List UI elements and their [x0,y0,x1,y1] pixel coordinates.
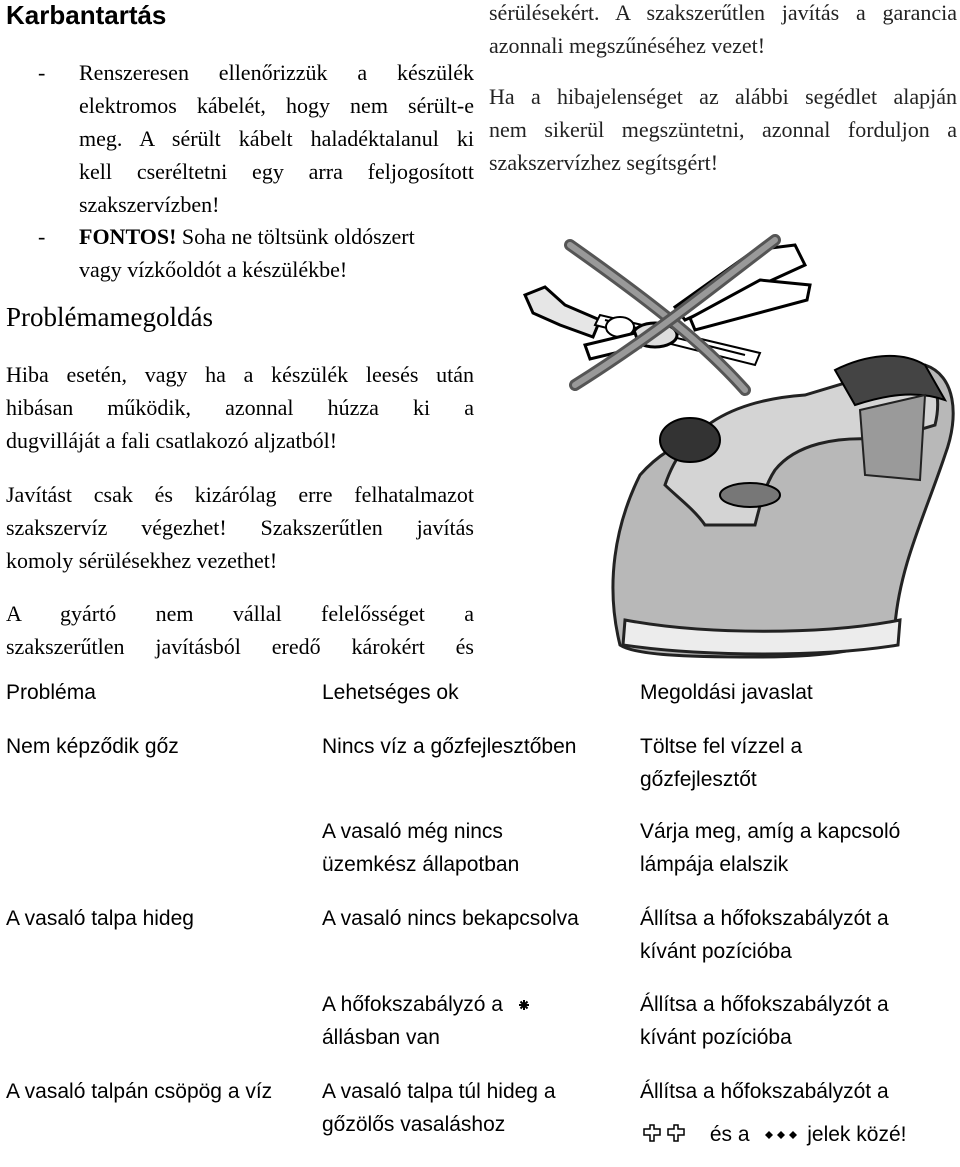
paragraph-line: A gyártó nem vállal felelősséget a [6,601,474,626]
table-row-problem: A vasaló talpán csöpög a víz [6,1080,273,1103]
cause-line: üzemkész állapotban [322,853,520,876]
troubleshooting-title: Problémamegoldás [6,302,213,332]
bullet-dash: - [38,224,46,249]
solution-line: Állítsa a hőfokszabályzót a [640,993,889,1016]
cause-line: A hőfokszabályzó a [322,993,503,1016]
bullet-dash: - [38,60,46,85]
solution-line: gőzfejlesztőt [640,768,757,791]
paragraph-line: szakszervíz végezhet! Szakszerűtlen javítás [6,515,474,540]
right-service-text [489,80,957,179]
bullet-line: szakszervízben! [79,192,220,217]
paragraph-line: dugvilláját a fali csatlakozó aljzatból! [6,428,338,453]
solution-line: Töltse fel vízzel a [640,735,803,758]
paragraph-line: hibásan működik, azonnal húzza ki a [6,395,474,420]
solution-line: Állítsa a hőfokszabályzót a [640,907,889,930]
paragraph-line: azonnali megszűnéséhez vezet! [489,33,766,58]
paragraph-liability [6,597,474,663]
bullet-line: Renszeresen ellenőrizzük a készülék [79,60,474,85]
table-header-solution: Megoldási javaslat [640,681,813,704]
table-row-cause [322,815,519,881]
paragraph-line: nem sikerül megszüntetni, azonnal forduljon a [489,117,957,142]
table-row-solution [640,1075,958,1151]
paragraph-line: szakszerűtlen javításból eredő károkért és [6,634,474,659]
bullet-line: Soha ne töltsünk oldószert [176,224,415,249]
table-row-solution [640,815,900,881]
paragraph-repair [6,478,474,577]
paragraph-line: Ha a hibajelenséget az alábbi segédlet alapján [489,84,957,109]
bullet-line: vagy vízkőoldót a készülékbe! [79,257,348,282]
paragraph-fault [6,358,474,457]
paragraph-line: Javítást csak és kizárólag erre felhatalmazot [6,482,474,507]
bullet-line: elektromos kábelét, hogy nem sérült-e [79,93,474,118]
cause-line: állásban van [322,1026,440,1049]
important-label: FONTOS! [79,224,177,249]
paragraph-line: sérülésekért. A szakszerűtlen javítás a garancia [489,0,957,25]
table-row-solution [640,902,889,968]
table-row-cause [322,902,579,935]
solution-line: jelek közé! [807,1123,907,1146]
cause-line: gőzölős vasaláshoz [322,1113,506,1136]
paragraph-line: szakszervízhez segítsgért! [489,150,719,175]
maintenance-title: Karbantartás [6,0,167,30]
table-row-problem: A vasaló talpa hideg [6,907,194,930]
bullet-line: kell cseréltetni egy arra feljogosított [79,159,474,184]
snowflake-off-icon [517,998,531,1012]
table-row-cause [322,1075,556,1141]
paragraph-line: Hiba esetén, vagy ha a készülék leesés után [6,362,474,387]
table-row-problem: Nem képződik gőz [6,735,179,758]
table-row-solution [640,730,802,796]
bullet-cable [38,56,474,226]
paragraph-line: komoly sérülésekhez vezethet! [6,548,278,573]
table-header-problem: Probléma [6,681,96,704]
cause-line: A vasaló még nincs [322,820,503,843]
table-row-cause [322,730,576,763]
solution-line: kívánt pozícióba [640,1026,792,1049]
table-header-cause: Lehetséges ok [322,681,459,704]
cause-line: Nincs víz a gőzfejlesztőben [322,735,577,758]
right-warranty-text [489,0,957,62]
iron-illustration [505,225,960,665]
bullet-line: meg. A sérült kábelt haladéktalanul ki [79,126,474,151]
solution-line: lámpája elalszik [640,853,789,876]
steam-symbol-icon [640,1123,690,1147]
solution-line: Várja meg, amíg a kapcsoló [640,820,901,843]
cause-line: A vasaló nincs bekapcsolva [322,907,579,930]
solution-line: Állítsa a hőfokszabályzót a [640,1080,889,1103]
iron-icon [613,356,953,657]
bullet-important [38,220,474,290]
three-dots-symbol-icon [761,1128,801,1142]
table-row-solution [640,988,889,1054]
solution-line: és a [709,1123,750,1146]
table-row-cause [322,988,531,1054]
cause-line: A vasaló talpa túl hideg a [322,1080,556,1103]
solution-line: kívánt pozícióba [640,940,792,963]
